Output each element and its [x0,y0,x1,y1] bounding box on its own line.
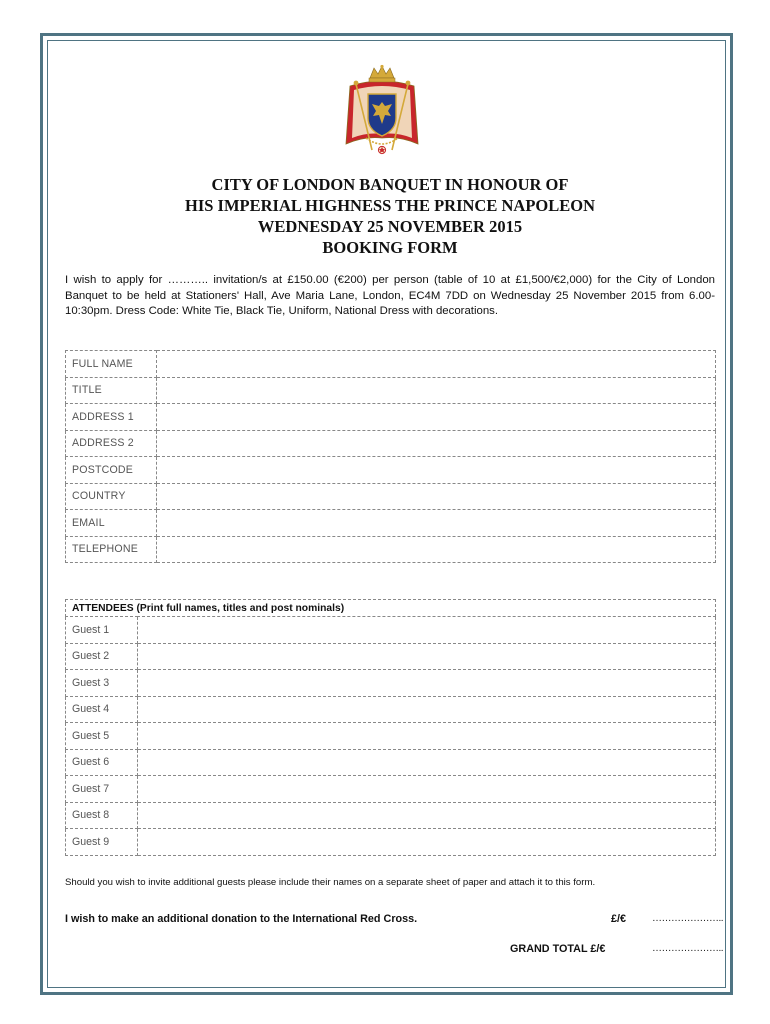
guest-label: Guest 6 [66,749,138,776]
guest-4-field[interactable] [138,696,716,723]
table-row [66,404,716,431]
additional-guests-note: Should you wish to invite additional guests please include their names on a separate sheet of paper and attach it to this form. [65,877,596,888]
table-row [66,617,716,644]
country-field[interactable] [157,483,716,510]
full-name-field[interactable] [157,351,716,378]
guest-label: Guest 3 [66,670,138,697]
guest-3-field[interactable] [138,670,716,697]
table-row [66,670,716,697]
table-row [66,829,716,856]
table-row [66,776,716,803]
address-2-field[interactable] [157,430,716,457]
document-title [60,174,720,258]
field-label: COUNTRY [66,483,157,510]
guest-1-field[interactable] [138,617,716,644]
field-label: ADDRESS 1 [66,404,157,431]
table-row [66,696,716,723]
title-line-3: WEDNESDAY 25 NOVEMBER 2015 [257,217,523,236]
guest-9-field[interactable] [138,829,716,856]
table-row [66,351,716,378]
email-field[interactable] [157,510,716,537]
imperial-coat-of-arms-icon [342,64,422,160]
title-field[interactable] [157,377,716,404]
guest-label: Guest 8 [66,802,138,829]
attendees-heading: ATTENDEES (Print full names, titles and post nominals) [66,600,716,617]
guest-label: Guest 7 [66,776,138,803]
contact-details-table [65,350,716,563]
table-row [66,510,716,537]
table-row [66,802,716,829]
field-label: EMAIL [66,510,157,537]
guest-7-field[interactable] [138,776,716,803]
field-label: ADDRESS 2 [66,430,157,457]
guest-6-field[interactable] [138,749,716,776]
table-row [66,377,716,404]
attendees-table [65,599,716,856]
grand-total-label: GRAND TOTAL £/€ [510,943,606,955]
guest-label: Guest 1 [66,617,138,644]
donation-label: I wish to make an additional donation to the International Red Cross. [65,913,418,925]
table-row [66,483,716,510]
table-row [66,430,716,457]
guest-label: Guest 9 [66,829,138,856]
grand-total-field[interactable]: ………………….. [652,943,724,954]
field-label: TITLE [66,377,157,404]
title-line-1: CITY OF LONDON BANQUET IN HONOUR OF [211,175,569,194]
field-label: TELEPHONE [66,536,157,563]
guest-label: Guest 5 [66,723,138,750]
donation-currency: £/€ [611,913,627,925]
title-line-4: BOOKING FORM [322,238,458,257]
guest-5-field[interactable] [138,723,716,750]
table-row [66,723,716,750]
donation-amount-field[interactable]: ………………….. [652,913,724,924]
guest-label: Guest 4 [66,696,138,723]
field-label: FULL NAME [66,351,157,378]
postcode-field[interactable] [157,457,716,484]
guest-label: Guest 2 [66,643,138,670]
table-row [66,536,716,563]
telephone-field[interactable] [157,536,716,563]
field-label: POSTCODE [66,457,157,484]
guest-8-field[interactable] [138,802,716,829]
intro-paragraph: I wish to apply for ……….. invitation/s at £150.00 (€200) per person (table of 10 at £1,500/€2,000) for the City of London Banquet to be held at Stationers' Hall, Ave Maria Lane, London, EC4M 7DD on Wednesday 25 November 2015 from 6.00-10:30pm. Dress Code: White Tie, Black Tie, Uniform, National Dress with decorations. [65,274,715,318]
table-row [66,749,716,776]
table-row [66,643,716,670]
title-line-2: HIS IMPERIAL HIGHNESS THE PRINCE NAPOLEON [185,196,595,215]
guest-2-field[interactable] [138,643,716,670]
address-1-field[interactable] [157,404,716,431]
table-header-row [66,600,716,617]
table-row [66,457,716,484]
